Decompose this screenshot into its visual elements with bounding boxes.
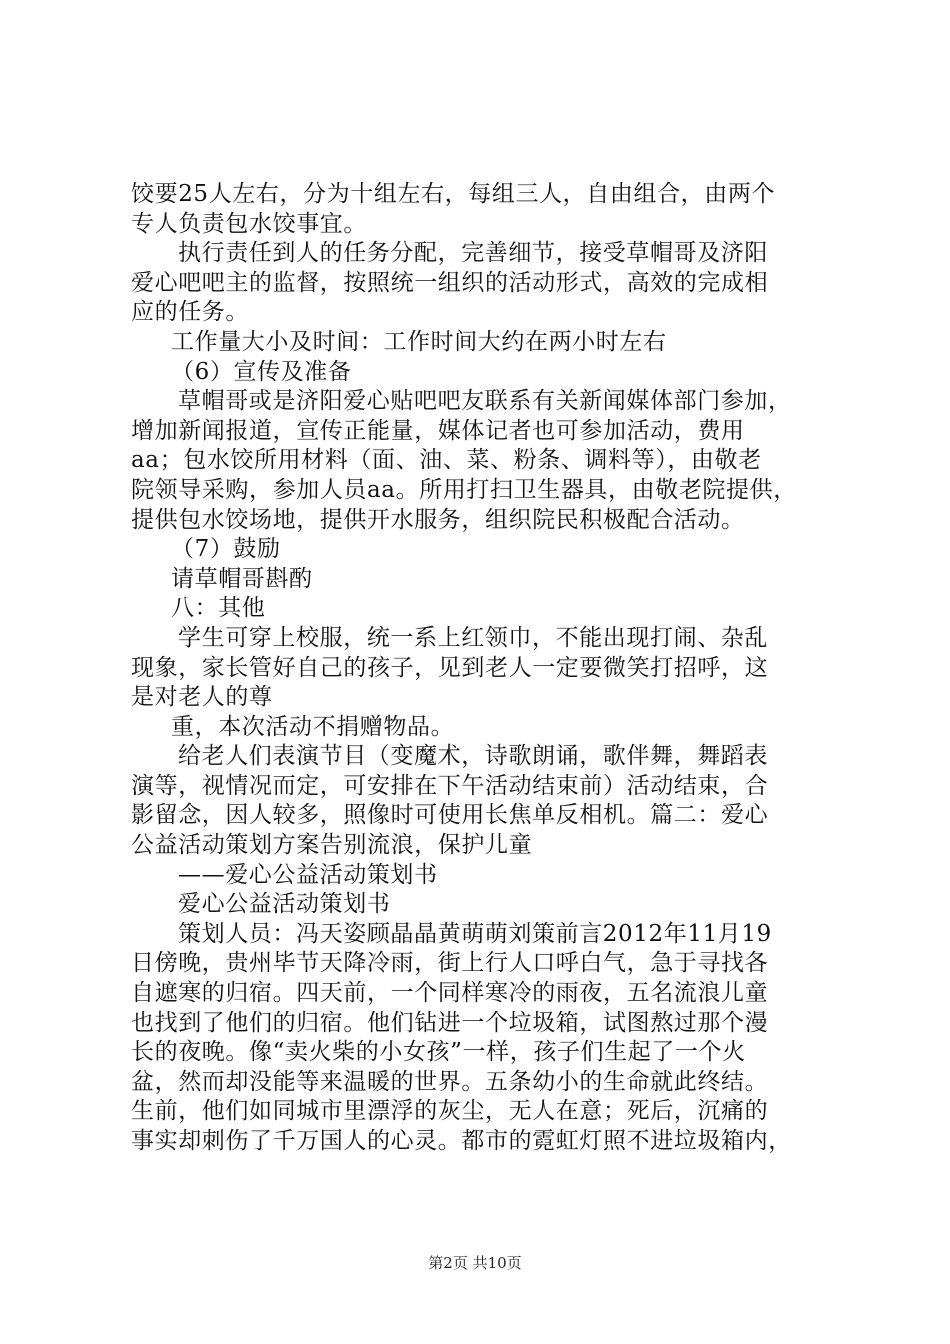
- text-line: 也找到了他们的归宿。他们钻进一个垃圾箱，试图熬过那个漫: [131, 1009, 769, 1036]
- text-line: 演等，视情况而定，可安排在下午活动结束前）活动结束，合: [131, 772, 769, 799]
- text-line: 生前，他们如同城市里漂浮的灰尘，无人在意；死后，沉痛的: [131, 1098, 769, 1125]
- text-line: 院领导采购，参加人员aa。所用打扫卫生器具，由敬老院提供，: [131, 476, 797, 503]
- text-line: 学生可穿上校服，统一系上红领巾，不能出现打闹、杂乱: [178, 624, 768, 651]
- text-line: 长的夜晚。像“卖火柴的小女孩”一样，孩子们生起了一个火: [131, 1039, 746, 1066]
- document-body: [131, 180, 831, 1157]
- text-line: 是对老人的尊: [131, 684, 273, 711]
- document-subtitle: 爱心公益活动策划书: [178, 891, 391, 918]
- text-line: aa；包水饺所用材料（面、油、菜、粉条、调料等），由敬老: [131, 447, 762, 474]
- text-line: 增加新闻报道，宣传正能量，媒体记者也可参加活动，费用: [131, 417, 745, 444]
- section-heading: （7）鼓励: [171, 536, 281, 563]
- text-line: 提供包水饺场地，提供开水服务，组织院民积极配合活动。: [131, 506, 745, 533]
- text-line: 专人负责包水饺事宜。: [131, 210, 367, 237]
- page-number-footer: 第2页 共10页: [428, 1254, 522, 1272]
- text-line: 公益活动策划方案告别流浪，保护儿童: [131, 832, 533, 859]
- text-line: 应的任务。: [131, 299, 249, 326]
- text-line: 日傍晚，贵州毕节天降冷雨，街上行人口呼白气，急于寻找各: [131, 950, 769, 977]
- text-line: 事实却刺伤了千万国人的心灵。都市的霓虹灯照不进垃圾箱内，: [131, 1128, 792, 1154]
- text-line: 自遮寒的归宿。四天前，一个同样寒冷的雨夜，五名流浪儿童: [131, 980, 769, 1007]
- text-line: 执行责任到人的任务分配，完善细节，接受草帽哥及济阳: [178, 240, 768, 267]
- text-line: 盆，然而却没能等来温暖的世界。五条幼小的生命就此终结。: [131, 1068, 769, 1095]
- text-line: 策划人员：冯天姿顾晶晶黄萌萌刘策前言2012年11月19: [178, 920, 772, 947]
- text-line: 工作量大小及时间：工作时间大约在两小时左右: [171, 328, 667, 355]
- text-line: 饺要25人左右，分为十组左右，每组三人，自由组合，由两个: [131, 181, 776, 207]
- section-heading: （6）宣传及准备: [171, 358, 352, 385]
- text-line: 给老人们表演节目（变魔术，诗歌朗诵，歌伴舞，舞蹈表: [178, 743, 768, 770]
- text-line: 草帽哥或是济阳爱心贴吧吧友联系有关新闻媒体部门参加，: [178, 388, 792, 415]
- text-line: ——爱心公益活动策划书: [178, 861, 438, 888]
- text-line: 重，本次活动不捐赠物品。: [171, 713, 455, 740]
- text-line: 影留念，因人较多，照像时可使用长焦单反相机。篇二：爱心: [131, 802, 769, 829]
- text-line: 爱心吧吧主的监督，按照统一组织的活动形式，高效的完成相: [131, 269, 769, 296]
- section-heading: 八：其他: [171, 595, 266, 622]
- text-line: 现象，家长管好自己的孩子，见到老人一定要微笑打招呼，这: [131, 654, 769, 681]
- text-line: 请草帽哥斟酌: [171, 565, 313, 592]
